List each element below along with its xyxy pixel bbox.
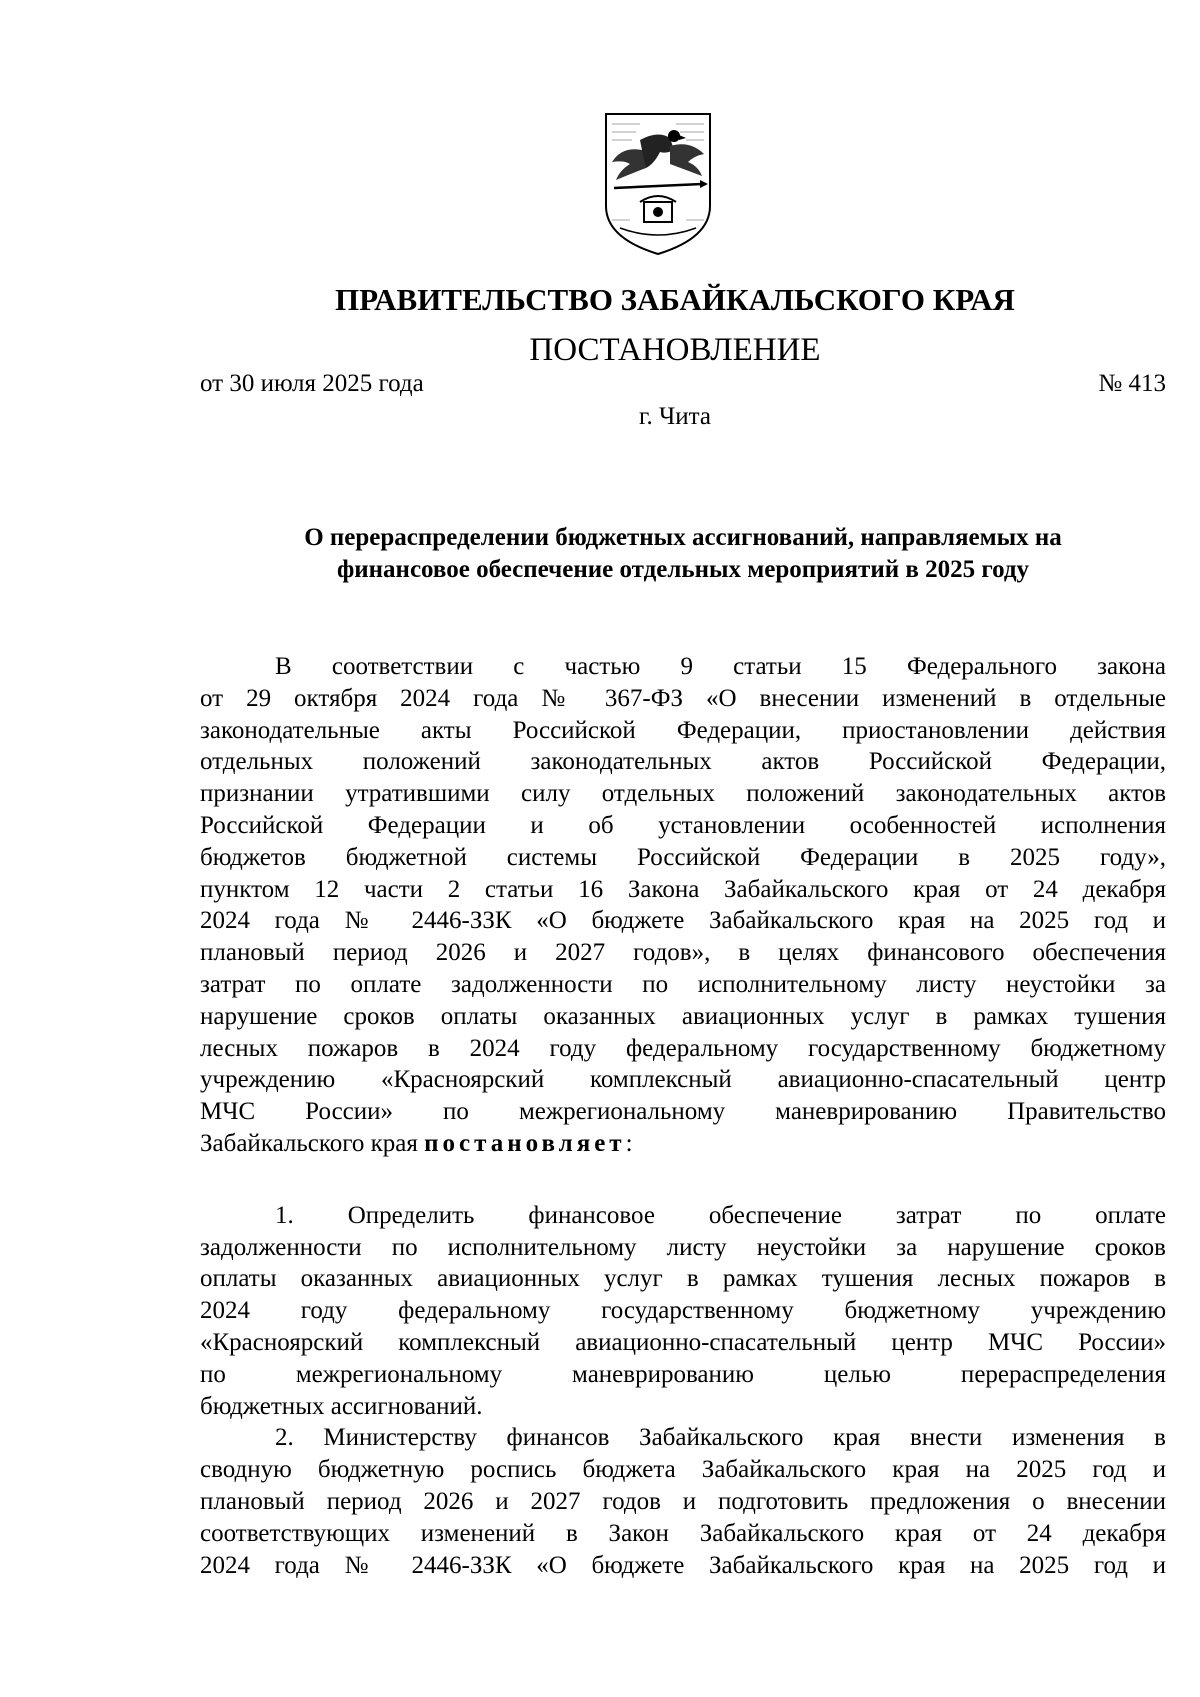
subject-line: финансовое обеспечение отдельных мероприятий в 2025 году xyxy=(336,556,1030,583)
preamble-paragraph xyxy=(200,651,1166,1160)
text-line: Российской Федерации и об установлении особенностей исполнения xyxy=(200,811,1166,839)
text-line: нарушение сроков оплаты оказанных авиационных услуг в рамках тушения xyxy=(200,1002,1166,1030)
text-line: затрат по оплате задолженности по исполнительному листу неустойки за xyxy=(200,970,1166,998)
document-city: г. Чита xyxy=(639,403,711,430)
text-line: по межрегиональному маневрированию целью перераспределения xyxy=(200,1360,1166,1388)
final-line-prefix: Забайкальского края xyxy=(200,1129,425,1157)
text-line: плановый период 2026 и 2027 годов и подготовить предложения о внесении xyxy=(200,1487,1166,1515)
item-2-paragraph xyxy=(200,1422,1166,1581)
subject-line: О перераспределении бюджетных ассигнований, направляемых на xyxy=(304,524,1062,551)
text-line: от 29 октября 2024 года № 367-ФЗ «О внесении изменений в отдельные xyxy=(200,684,1166,712)
text-line: 1. Определить финансовое обеспечение затрат по оплате xyxy=(275,1201,1166,1229)
text-line: МЧС России» по межрегиональному маневрированию Правительство xyxy=(200,1098,1166,1126)
item-1-paragraph xyxy=(200,1200,1166,1423)
text-line: бюджетов бюджетной системы Российской Федерации в 2025 году», xyxy=(200,843,1166,871)
text-line: пунктом 12 части 2 статьи 16 Закона Забайкальского края от 24 декабря xyxy=(200,875,1166,903)
text-line: 2024 году федеральному государственному бюджетному учреждению xyxy=(200,1297,1166,1325)
organization-title: ПРАВИТЕЛЬСТВО ЗАБАЙКАЛЬСКОГО КРАЯ xyxy=(335,282,1015,317)
text-line: 2024 года № 2446-ЗЗК «О бюджете Забайкальского края на 2025 год и xyxy=(200,907,1166,935)
text-line: «Красноярский комплексный авиационно-спасательный центр МЧС России» xyxy=(200,1328,1166,1356)
coat-of-arms-icon xyxy=(600,110,716,258)
text-line: оплаты оказанных авиационных услуг в рамках тушения лесных пожаров в xyxy=(200,1265,1166,1293)
text-line: бюджетных ассигнований. xyxy=(200,1392,483,1420)
document-subject xyxy=(200,522,1166,586)
final-line-suffix: : xyxy=(625,1129,633,1157)
text-line: 2024 года № 2446-ЗЗК «О бюджете Забайкальского края на 2025 год и xyxy=(200,1551,1166,1579)
document-number: № 413 xyxy=(1098,370,1166,397)
text-line: соответствующих изменений в Закон Забайкальского края от 24 декабря xyxy=(200,1519,1166,1547)
text-line: задолженности по исполнительному листу неустойки за нарушение сроков xyxy=(200,1233,1166,1261)
document-type: ПОСТАНОВЛЕНИЕ xyxy=(529,332,821,368)
document-body xyxy=(200,651,1166,1581)
text-line: 2. Министерству финансов Забайкальского края внести изменения в xyxy=(275,1424,1166,1452)
text-line: плановый период 2026 и 2027 годов», в целях финансового обеспечения xyxy=(200,939,1166,967)
text-line: лесных пожаров в 2024 году федеральному государственному бюджетному xyxy=(200,1034,1166,1062)
text-line: признании утратившими силу отдельных положений законодательных актов xyxy=(200,780,1166,808)
resolves-word: постановляет xyxy=(424,1129,626,1157)
document-date: от 30 июля 2025 года xyxy=(200,370,424,397)
text-line: сводную бюджетную роспись бюджета Забайкальского края на 2025 год и xyxy=(200,1456,1166,1484)
text-line: В соответствии с частью 9 статьи 15 Федерального закона xyxy=(275,653,1166,680)
text-line: отдельных положений законодательных актов Российской Федерации, xyxy=(200,748,1166,776)
text-line: учреждению «Красноярский комплексный авиационно-спасательный центр xyxy=(200,1066,1166,1094)
text-line: законодательные акты Российской Федерации, приостановлении действия xyxy=(200,716,1166,744)
text-line xyxy=(200,1128,1166,1160)
